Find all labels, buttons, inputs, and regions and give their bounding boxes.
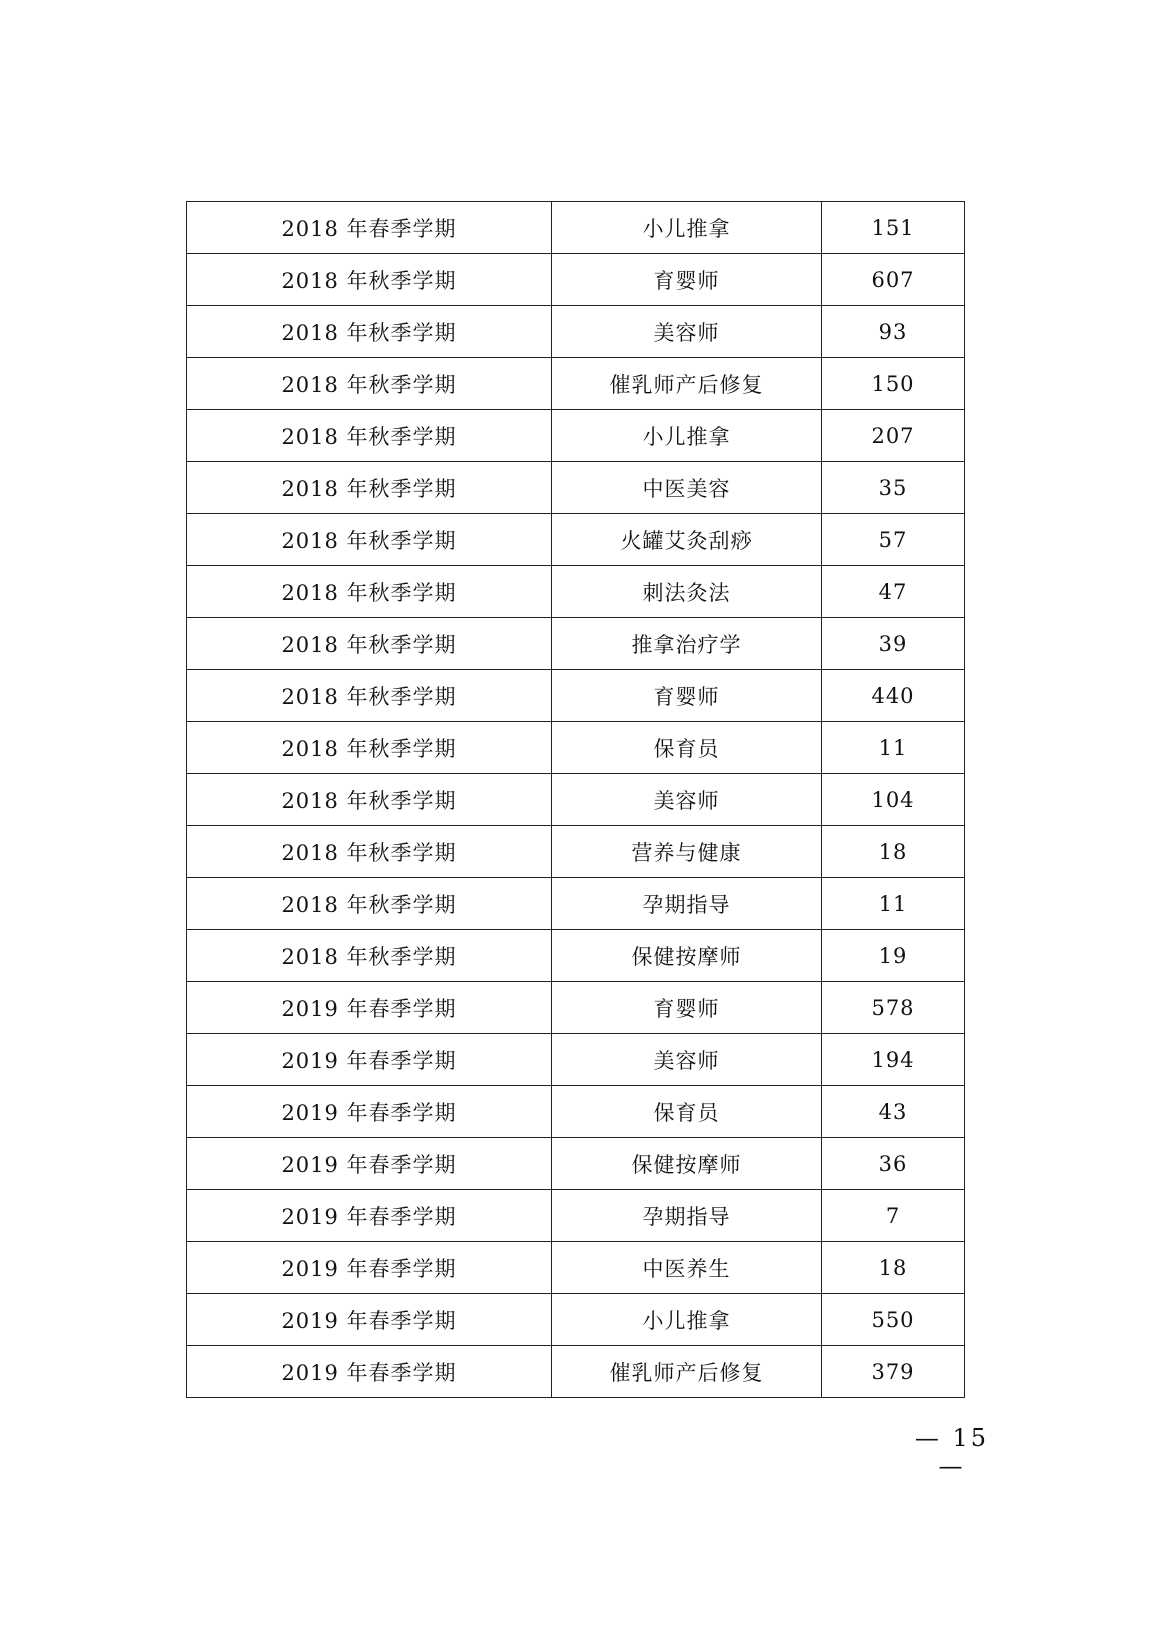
count-cell: 207 [822, 410, 965, 462]
count-cell: 194 [822, 1034, 965, 1086]
count-cell: 11 [822, 722, 965, 774]
count-cell: 43 [822, 1086, 965, 1138]
semester-cell: 2018 年秋季学期 [187, 514, 552, 566]
table-row [187, 670, 965, 722]
count-cell: 550 [822, 1294, 965, 1346]
course-cell: 美容师 [552, 774, 822, 826]
count-cell: 11 [822, 878, 965, 930]
training-table [186, 201, 965, 1398]
count-cell: 7 [822, 1190, 965, 1242]
course-cell: 催乳师产后修复 [552, 358, 822, 410]
table-row [187, 306, 965, 358]
course-cell: 营养与健康 [552, 826, 822, 878]
count-cell: 440 [822, 670, 965, 722]
course-cell: 美容师 [552, 306, 822, 358]
semester-cell: 2018 年秋季学期 [187, 930, 552, 982]
course-cell: 中医养生 [552, 1242, 822, 1294]
course-cell: 育婴师 [552, 982, 822, 1034]
course-cell: 催乳师产后修复 [552, 1346, 822, 1398]
semester-cell: 2019 年春季学期 [187, 1294, 552, 1346]
semester-cell: 2018 年秋季学期 [187, 410, 552, 462]
count-cell: 93 [822, 306, 965, 358]
semester-cell: 2018 年秋季学期 [187, 566, 552, 618]
course-cell: 美容师 [552, 1034, 822, 1086]
course-cell: 保育员 [552, 722, 822, 774]
count-cell: 35 [822, 462, 965, 514]
semester-cell: 2018 年秋季学期 [187, 618, 552, 670]
table-row [187, 878, 965, 930]
semester-cell: 2018 年秋季学期 [187, 878, 552, 930]
course-cell: 保健按摩师 [552, 930, 822, 982]
table-row [187, 982, 965, 1034]
course-cell: 孕期指导 [552, 1190, 822, 1242]
count-cell: 151 [822, 202, 965, 254]
count-cell: 18 [822, 826, 965, 878]
count-cell: 57 [822, 514, 965, 566]
table-row [187, 930, 965, 982]
count-cell: 150 [822, 358, 965, 410]
table-row [187, 826, 965, 878]
course-cell: 育婴师 [552, 254, 822, 306]
table-row [187, 462, 965, 514]
table-row [187, 254, 965, 306]
table-row [187, 1034, 965, 1086]
table-row [187, 774, 965, 826]
count-cell: 379 [822, 1346, 965, 1398]
course-cell: 推拿治疗学 [552, 618, 822, 670]
table-row [187, 1086, 965, 1138]
semester-cell: 2018 年秋季学期 [187, 774, 552, 826]
semester-cell: 2018 年春季学期 [187, 202, 552, 254]
count-cell: 39 [822, 618, 965, 670]
semester-cell: 2018 年秋季学期 [187, 358, 552, 410]
semester-cell: 2019 年春季学期 [187, 1086, 552, 1138]
semester-cell: 2019 年春季学期 [187, 1190, 552, 1242]
table-row [187, 410, 965, 462]
table-row [187, 618, 965, 670]
table-row [187, 202, 965, 254]
count-cell: 578 [822, 982, 965, 1034]
table-row [187, 358, 965, 410]
semester-cell: 2019 年春季学期 [187, 1346, 552, 1398]
count-cell: 36 [822, 1138, 965, 1190]
course-cell: 小儿推拿 [552, 202, 822, 254]
count-cell: 47 [822, 566, 965, 618]
count-cell: 607 [822, 254, 965, 306]
semester-cell: 2018 年秋季学期 [187, 254, 552, 306]
table-row [187, 722, 965, 774]
semester-cell: 2018 年秋季学期 [187, 722, 552, 774]
page-number: — 15 — [914, 1424, 990, 1480]
table-row [187, 514, 965, 566]
course-cell: 保育员 [552, 1086, 822, 1138]
course-cell: 保健按摩师 [552, 1138, 822, 1190]
semester-cell: 2018 年秋季学期 [187, 462, 552, 514]
course-cell: 育婴师 [552, 670, 822, 722]
count-cell: 19 [822, 930, 965, 982]
table-row [187, 1138, 965, 1190]
course-cell: 小儿推拿 [552, 1294, 822, 1346]
count-cell: 18 [822, 1242, 965, 1294]
table-body [187, 202, 965, 1398]
table-row [187, 1190, 965, 1242]
course-cell: 中医美容 [552, 462, 822, 514]
course-cell: 小儿推拿 [552, 410, 822, 462]
semester-cell: 2018 年秋季学期 [187, 306, 552, 358]
semester-cell: 2019 年春季学期 [187, 1034, 552, 1086]
semester-cell: 2019 年春季学期 [187, 982, 552, 1034]
course-cell: 孕期指导 [552, 878, 822, 930]
course-cell: 火罐艾灸刮痧 [552, 514, 822, 566]
semester-cell: 2019 年春季学期 [187, 1242, 552, 1294]
semester-cell: 2019 年春季学期 [187, 1138, 552, 1190]
table-row [187, 566, 965, 618]
table-row [187, 1294, 965, 1346]
course-cell: 刺法灸法 [552, 566, 822, 618]
semester-cell: 2018 年秋季学期 [187, 826, 552, 878]
count-cell: 104 [822, 774, 965, 826]
table-row [187, 1346, 965, 1398]
table-row [187, 1242, 965, 1294]
semester-cell: 2018 年秋季学期 [187, 670, 552, 722]
